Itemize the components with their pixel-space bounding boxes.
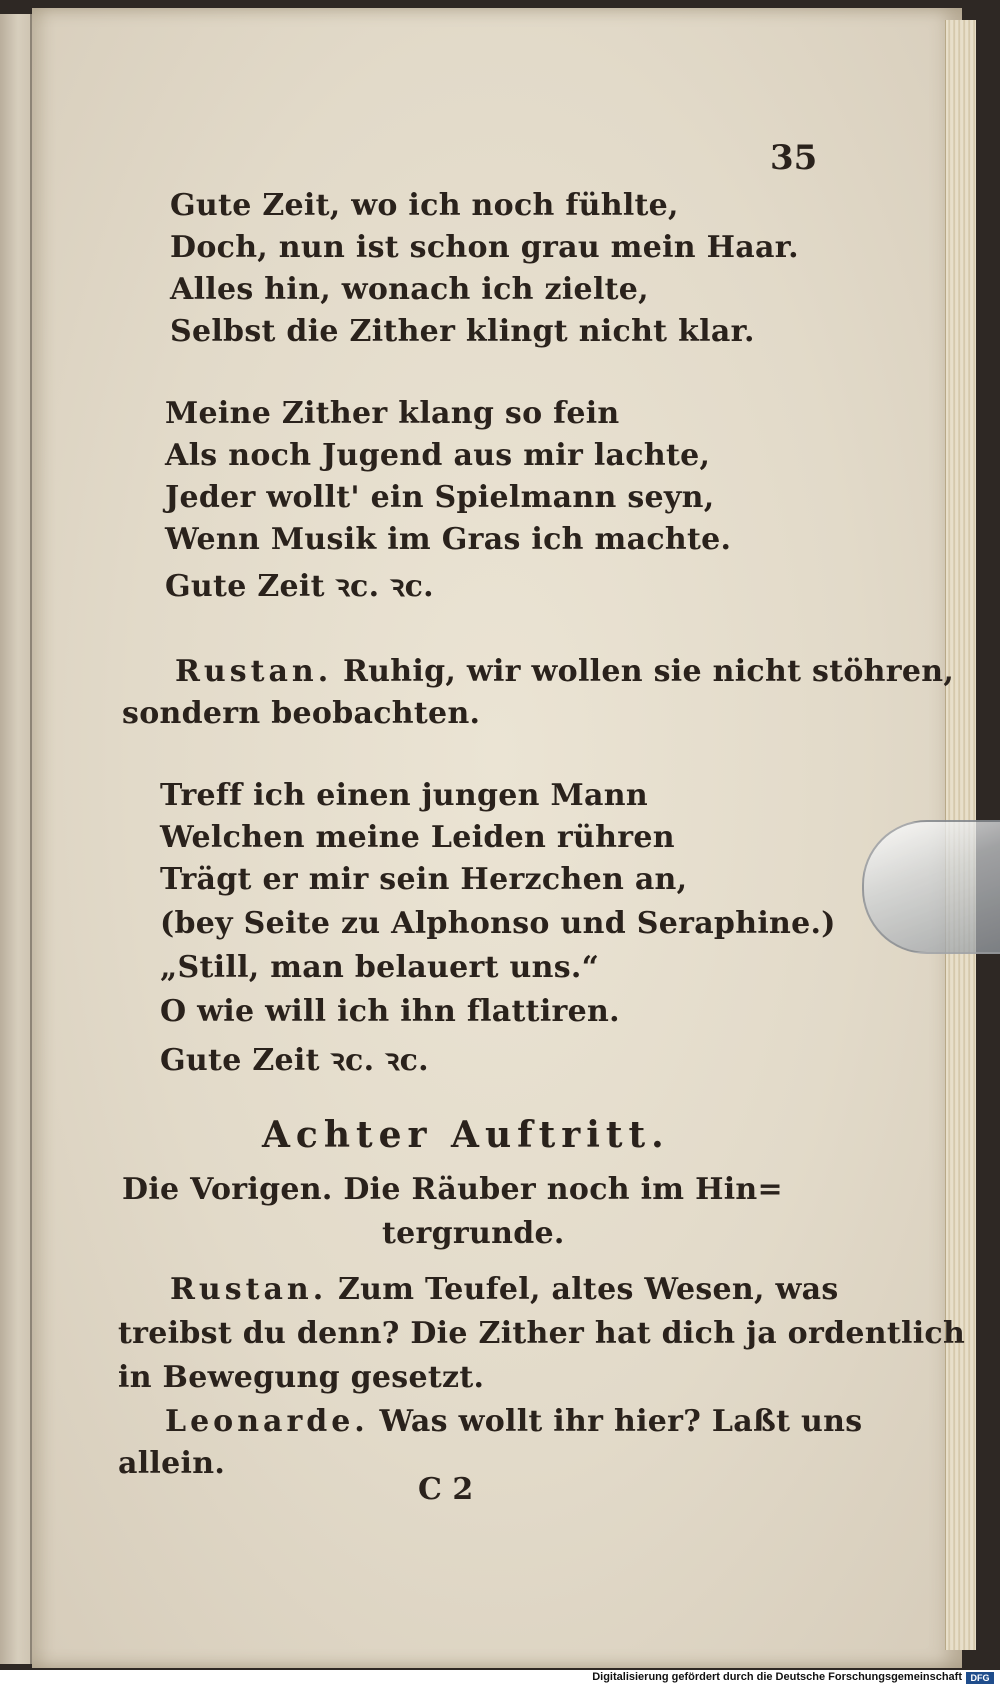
dialog-line xyxy=(170,1272,839,1307)
dialog-text: Zum Teufel, altes Wesen, was xyxy=(337,1272,839,1307)
verse-line: „Still, man belauert uns.“ xyxy=(160,950,600,985)
verse-line: Gute Zeit ꝛc. ꝛc. xyxy=(165,569,434,604)
verse-line: Meine Zither klang so fein xyxy=(165,396,620,431)
dialog-text: Ruhig, wir wollen sie nicht stöhren, xyxy=(342,654,955,689)
verse-line: Wenn Musik im Gras ich machte. xyxy=(165,522,732,557)
cast-list: Die Vorigen. Die Räuber noch im Hin= xyxy=(122,1172,783,1207)
dialog-line: in Bewegung gesetzt. xyxy=(118,1360,485,1395)
signature-mark: C 2 xyxy=(418,1472,474,1507)
verse-line: Treff ich einen jungen Mann xyxy=(160,778,649,813)
dialog-line: allein. xyxy=(118,1446,226,1481)
verse-line: Alles hin, wonach ich zielte, xyxy=(170,272,649,307)
dialog-text: Was wollt ihr hier? Laßt uns xyxy=(379,1404,863,1439)
verse-line: Selbst die Zither klingt nicht klar. xyxy=(170,314,755,349)
verse-line: Trägt er mir sein Herzchen an, xyxy=(160,862,688,897)
cast-list: tergrunde. xyxy=(382,1216,565,1251)
funding-notice: Digitalisierung gefördert durch die Deutsche Forschungsgemeinschaft xyxy=(592,1671,962,1683)
dialog-line xyxy=(165,1404,862,1439)
verse-line: Gute Zeit, wo ich noch fühlte, xyxy=(170,188,679,223)
page-number: 35 xyxy=(770,138,818,178)
verse-line: Jeder wollt' ein Spielmann seyn, xyxy=(165,480,715,515)
page-holder-clip xyxy=(862,820,1000,954)
stage-direction: (bey Seite zu Alphonso und Seraphine.) xyxy=(160,906,836,941)
dialog-line xyxy=(175,654,954,689)
verse-line: Gute Zeit ꝛc. ꝛc. xyxy=(160,1043,429,1078)
verse-line: Welchen meine Leiden rühren xyxy=(160,820,675,855)
speaker-name: Rustan. xyxy=(175,654,333,689)
dialog-line: treibst du denn? Die Zither hat dich ja ordentlich xyxy=(118,1316,966,1351)
speaker-name: Rustan. xyxy=(170,1272,328,1307)
dialog-line: sondern beobachten. xyxy=(122,696,481,731)
speaker-name: Leonarde. xyxy=(165,1404,369,1439)
footer-bar xyxy=(0,1670,1000,1687)
dfg-logo-icon: DFG xyxy=(966,1672,994,1684)
verse-line: Doch, nun ist schon grau mein Haar. xyxy=(170,230,799,265)
verse-line: Als noch Jugend aus mir lachte, xyxy=(165,438,711,473)
verse-line: O wie will ich ihn flattiren. xyxy=(160,994,620,1029)
scene-heading: Achter Auftritt. xyxy=(262,1114,670,1156)
